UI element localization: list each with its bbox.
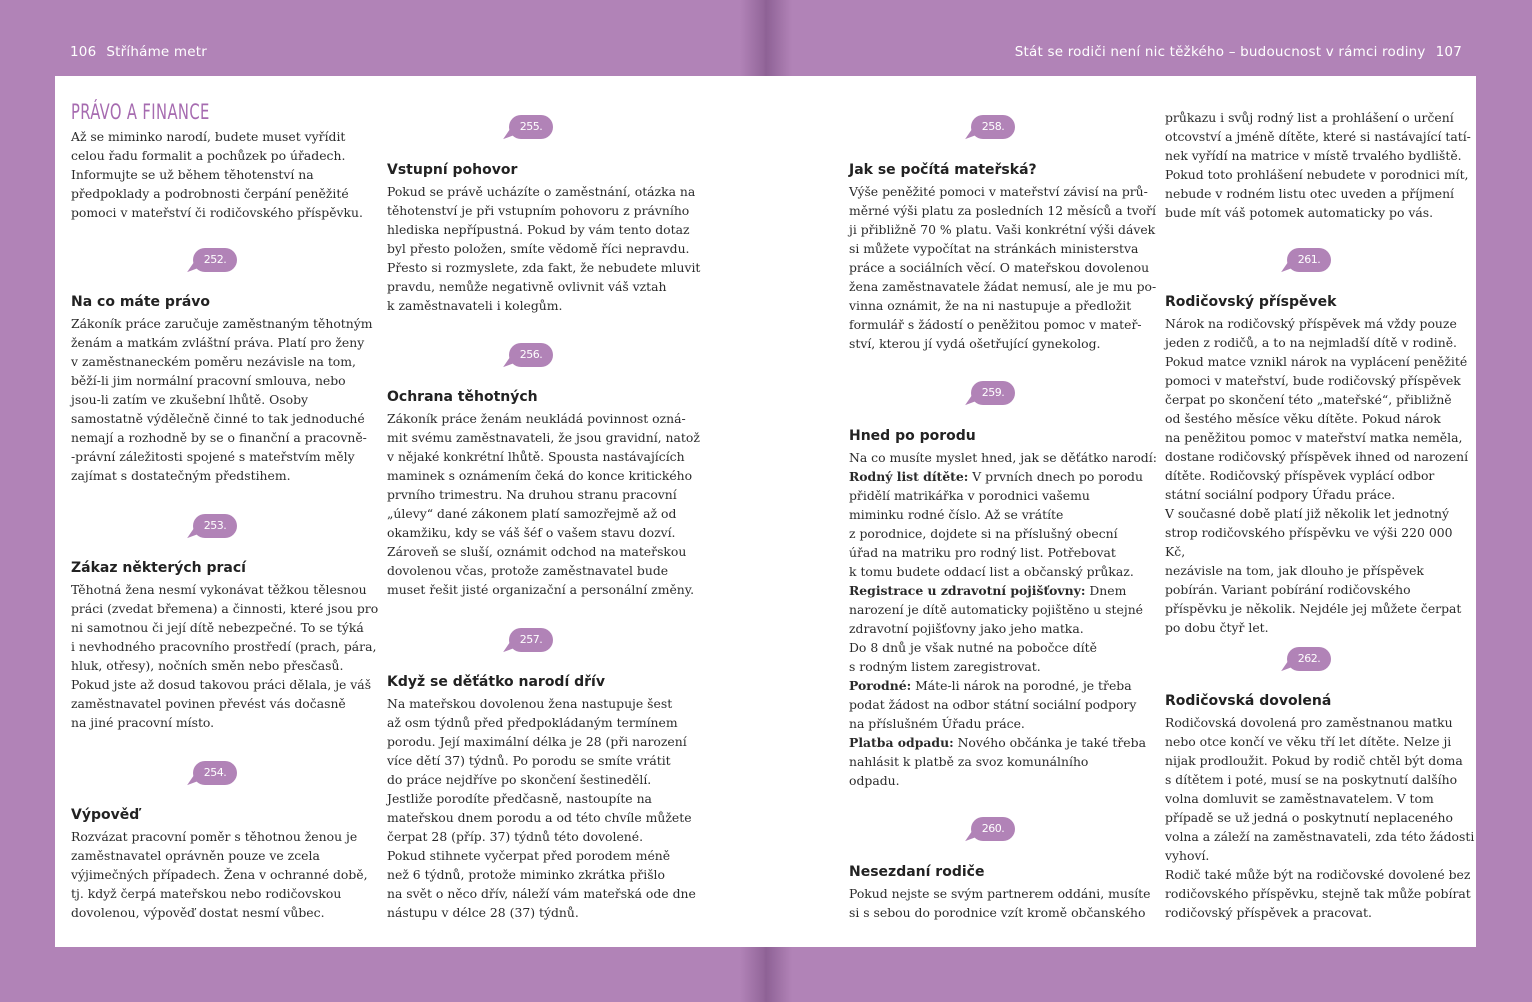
tip-number-badge: 261. (1279, 248, 1339, 276)
right-page (765, 76, 1476, 947)
tip-title: Rodičovská dovolená (1165, 693, 1332, 709)
tip-intro: Na co musíte myslet hned, jak se děťátko narodí: (849, 450, 1157, 465)
tip-title: Hned po porodu (849, 428, 976, 444)
tip-number-badge: 259. (963, 381, 1023, 409)
tip-title: Rodičovský příspěvek (1165, 294, 1337, 310)
tip-text: Výše peněžité pomoci v mateřství závisí na prů- měrné výši platu za posledních 12 měsíců a tvoří ji přibližně 70 % platu. Vaši konkrétní výši dávek si můžete vypočítat na stránkách ministerstva práce a sociálních věcí. O mateřskou dovolenou žena zaměstnavatele žádat nemusí, ale je mu po- vinna oznámit, že na ni nastupuje a předložit formulář s žádostí o peněžitou pomoc v mateř- ství, kterou jí vydá ošetřující gynekolog. (849, 184, 1157, 351)
left-page-header (70, 44, 207, 60)
tip-number-badge: 255. (501, 115, 561, 143)
tip-title: Nesezdaní rodiče (849, 864, 985, 880)
tip-256 (387, 389, 700, 599)
tip-title: Zákaz některých prací (71, 560, 246, 576)
tip-part: Porodné: Máte-li nárok na porodné, je třeba podat žádost na odbor státní sociální podpory na příslušném Úřadu práce. (849, 678, 1137, 731)
tip-260-continued (1165, 108, 1471, 222)
tip-258 (849, 162, 1156, 353)
section-title: PRÁVO A FINANCE (71, 100, 210, 124)
tip-text: Rozvázat pracovní poměr s těhotnou ženou je zaměstnavatel oprávněn pouze ve zcela výjimečných případech. Žena v ochranné době, tj. když čerpá mateřskou nebo rodičovskou dovolenou, výpověď dostat nesmí vůbec. (71, 829, 368, 920)
tip-257 (387, 674, 696, 922)
left-page (55, 76, 765, 947)
tip-title: Vstupní pohovor (387, 162, 518, 178)
tip-255 (387, 162, 700, 315)
tip-259 (849, 428, 1157, 790)
tip-number-badge: 254. (185, 761, 245, 789)
tip-number-badge: 258. (963, 115, 1023, 143)
tip-text: Zákoník práce zaručuje zaměstnaným těhotným ženám a matkám zvláštní práva. Platí pro ženy v zaměstnaneckém poměru nezávisle na tom, běží-li jim normální pracovní smlouva, nebo jsou-li zatím ve zkušební lhůtě. Osoby samostatně výdělečně činné to tak jednoduché nemají a rozhodně by se o finanční a pracovně- -právní záležitosti spojené s mateřstvím měly zajímat s dostatečným předstihem. (71, 316, 373, 483)
running-title: Stříháme metr (106, 44, 208, 60)
tip-number-badge: 262. (1279, 647, 1339, 675)
tip-260 (849, 864, 1150, 922)
tip-text: Zákoník práce ženám neukládá povinnost ozná- mit svému zaměstnavateli, že jsou gravidní, natož v nějaké konkrétní lhůtě. Spousta nastávajících maminek s oznámením čeká do konce kritického prvního trimestru. Na druhou stranu pracovní „úlevy“ dané zákonem platí samozřejmě až od okamžiku, kdy se váš šéf o vašem stavu dozví. Zároveň se sluší, oznámit odchod na mateřskou dovolenou včas, protože zaměstnavatel bude muset řešit jisté organizační a personální změny. (387, 411, 700, 597)
tip-252 (71, 294, 373, 485)
running-title: Stát se rodiči není nic těžkého – budoucnost v rámci rodiny (1014, 44, 1426, 60)
tip-title: Na co máte právo (71, 294, 211, 310)
tip-text: Pokud nejste se svým partnerem oddáni, musíte si s sebou do porodnice vzít kromě občanského (849, 886, 1151, 920)
tip-253 (71, 560, 378, 732)
tip-title: Výpověď (71, 807, 140, 823)
tip-number-badge: 257. (501, 628, 561, 656)
tip-text: Rodičovská dovolená pro zaměstnanou matku nebo otce končí ve věku tří let dítěte. Nelze ji nijak prodloužit. Pokud by rodič chtěl být doma s dítětem i poté, musí se na poskytnutí dalšího volna domluvit se zaměstnavatelem. V tom případě se už jedná o poskytnutí neplaceného volna a záleží na zaměstnavateli, zda této žádosti vyhoví. Rodič také může být na rodičovské dovolené bez rodičovského příspěvku, stejně tak může pobírat rodičovský příspěvek a pracovat. (1165, 715, 1475, 920)
tip-text: Na mateřskou dovolenou žena nastupuje šest až osm týdnů před předpokládaným termínem porodu. Její maximální délka je 28 (při narození více dětí 37) týdnů. Po porodu se smíte vrátit do práce nejdříve po skončení šestinedělí. Jestliže porodíte předčasně, nastoupíte na mateřskou dnem porodu a od této chvíle můžete čerpat 28 (příp. 37) týdnů této dovolené. Pokud stihnete vyčerpat před porodem méně než 6 týdnů, protože miminko zkrátka přišlo na svět o něco dřív, náleží vám mateřská ode dne nástupu v délce 28 (37) týdnů. (387, 696, 696, 920)
tip-part: Platba odpadu: Nového občánka je také třeba nahlásit k platbě za svoz komunálního odpadu. (849, 735, 1146, 788)
tip-text: Nárok na rodičovský příspěvek má vždy pouze jeden z rodičů, a to na nejmladší dítě v rodině. Pokud matce vznikl nárok na vyplácení peněžité pomoci v mateřství, bude rodičovský příspěvek čerpat po skončení této „mateřské“, přibližně od šestého měsíce věku dítěte. Pokud nárok na peněžitou pomoc v mateřství matka neměla, dostane rodičovský příspěvek ihned od narození dítěte. Rodičovský příspěvek vyplácí odbor státní sociální podpory Úřadu práce. V současné době platí již několik let jednotný strop rodičovského příspěvku ve výši 220 000 Kč, nezávisle na tom, jak dlouho je příspěvek pobírán. Variant pobírání rodičovského příspěvku je několik. Nejdéle jej můžete čerpat po dobu čtyř let. (1165, 316, 1469, 635)
tip-title: Ochrana těhotných (387, 389, 538, 405)
tip-text: Těhotná žena nesmí vykonávat těžkou tělesnou práci (zvedat břemena) a činnosti, které jsou pro ni samotnou či její dítě nebezpečné. To se týká i nevhodného pracovního prostředí (prach, pára, hluk, otřesy), nočních směn nebo přesčasů. Pokud jste až dosud takovou práci dělala, je váš zaměstnavatel povinen převést vás dočasně na jiné pracovní místo. (71, 582, 379, 730)
tip-262 (1165, 693, 1474, 922)
tip-254 (71, 807, 368, 922)
page-number: 106 (70, 44, 97, 60)
tip-text: Pokud se právě ucházíte o zaměstnání, otázka na těhotenství je při vstupním pohovoru z právního hlediska nepřípustná. Pokud by vám tento dotaz byl přesto položen, smíte vědomě říci nepravdu. Přesto si rozmyslete, zda fakt, že nebudete mluvit pravdu, nemůže negativně ovlivnit váš vztah k zaměstnavateli i kolegům. (387, 184, 701, 313)
tip-title: Když se děťátko narodí dřív (387, 674, 605, 690)
tip-number-badge: 260. (963, 817, 1023, 845)
tip-number-badge: 252. (185, 248, 245, 276)
tip-title: Jak se počítá mateřská? (849, 162, 1037, 178)
page-number: 107 (1435, 44, 1462, 60)
tip-part: Registrace u zdravotní pojišťovny: Dnem narození je dítě automaticky pojištěno u stejné zdravotní pojišťovny jako jeho matka. Do 8 dnů je však nutné na pobočce dítě s rodným listem zaregistrovat. (849, 583, 1144, 674)
intro-paragraph: Až se miminko narodí, budete muset vyřídit celou řadu formalit a pochůzek po úřadech. Informujte se už během těhotenství na předpoklady a podrobnosti čerpání peněžité pomoci v mateřství či rodičovského příspěvku. (71, 129, 363, 220)
tip-261 (1165, 294, 1476, 637)
tip-number-badge: 256. (501, 343, 561, 371)
tip-text: průkazu i svůj rodný list a prohlášení o určení otcovství a jméně dítěte, které si nastávající tatí- nek vyřídí na matrice v místě trvalého bydliště. Pokud toto prohlášení nebudete v porodnici mít, nebude v rodném listu otec uveden a příjmení bude mít váš potomek automaticky po vás. (1165, 110, 1471, 220)
tip-number-badge: 253. (185, 514, 245, 542)
right-page-header (1015, 44, 1462, 60)
tip-part: Rodný list dítěte: V prvních dnech po porodu přidělí matrikářka v porodnici vašemu miminku rodné číslo. Až se vrátíte z porodnice, dojdete si na příslušný obecní úřad na matriku pro rodný list. Potřebovat k tomu budete oddací list a občanský průkaz. (849, 469, 1143, 579)
